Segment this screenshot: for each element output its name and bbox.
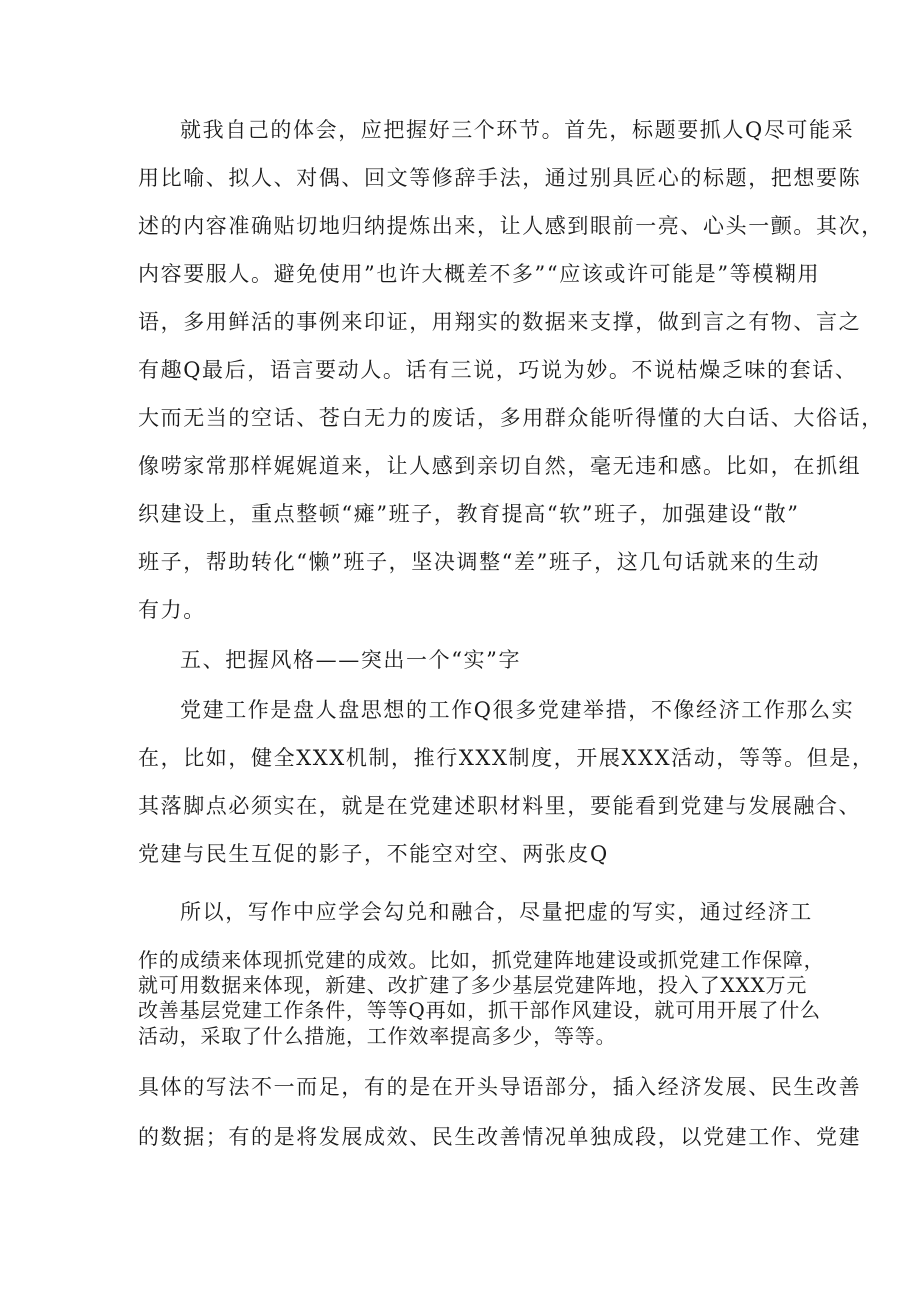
section-heading: 五、把握风格——突出一个“实”字 bbox=[180, 648, 522, 672]
text-line: 语，多用鲜活的事例来印证，用翔实的数据来支撑，做到言之有物、言之 bbox=[138, 310, 862, 334]
text-line: 就我自己的体会，应把握好三个环节。首先，标题要抓人Q尽可能采 bbox=[180, 118, 855, 142]
text-line: 内容要服人。避免使用”也许大概差不多”“应该或许可能是”等模糊用 bbox=[138, 262, 821, 286]
text-line: 具体的写法不一而足，有的是在开头导语部分，插入经济发展、民生改善 bbox=[138, 1075, 862, 1099]
text-line: 所以，写作中应学会勾兑和融合，尽量把虚的写实，通过经济工 bbox=[180, 900, 813, 924]
text-line: 作的成绩来体现抓党建的成效。比如，抓党建阵地建设或抓党建工作保障， bbox=[138, 948, 825, 972]
text-line: 用比喻、拟人、对偶、回文等修辞手法，通过别具匠心的标题，把想要陈 bbox=[138, 166, 862, 190]
text-line: 述的内容准确贴切地归纳提炼出来，让人感到眼前一亮、心头一颤。其次， bbox=[138, 214, 884, 238]
text-line: 就可用数据来体现，新建、改扩建了多少基层党建阵地，投入了XXX万元 bbox=[138, 973, 808, 997]
text-line: 大而无当的空话、苍白无力的废话，多用群众能听得懂的大白话、大俗话， bbox=[138, 406, 884, 430]
text-line: 改善基层党建工作条件，等等Q再如，抓干部作风建设，就可用开展了什么 bbox=[138, 998, 821, 1022]
text-line: 其落脚点必须实在，就是在党建述职材料里，要能看到党建与发展融合、 bbox=[138, 794, 862, 818]
text-line: 织建设上，重点整顿“瘫”班子，教育提高“软”班子，加强建设“散” bbox=[138, 502, 800, 526]
text-line: 的数据；有的是将发展成效、民生改善情况单独成段，以党建工作、党建 bbox=[138, 1125, 862, 1149]
text-line: 像唠家常那样娓娓道来，让人感到亲切自然，毫无违和感。比如，在抓组 bbox=[138, 454, 862, 478]
text-line: 在，比如，健全XXX机制，推行XXX制度，开展XXX活动，等等。但是， bbox=[138, 746, 875, 770]
text-line: 党建工作是盘人盘思想的工作Q很多党建举措，不像经济工作那么实 bbox=[180, 698, 855, 722]
text-line: 党建与民生互促的影子，不能空对空、两张皮Q bbox=[138, 842, 609, 866]
text-line: 有力。 bbox=[138, 598, 206, 622]
text-line: 活动，采取了什么措施，工作效率提高多少，等等。 bbox=[138, 1024, 617, 1048]
text-line: 班子，帮助转化“懒”班子，坚决调整“差”班子，这几句话就来的生动 bbox=[138, 550, 821, 574]
text-line: 有趣Q最后，语言要动人。话有三说，巧说为妙。不说枯燥乏味的套话、 bbox=[138, 358, 858, 382]
